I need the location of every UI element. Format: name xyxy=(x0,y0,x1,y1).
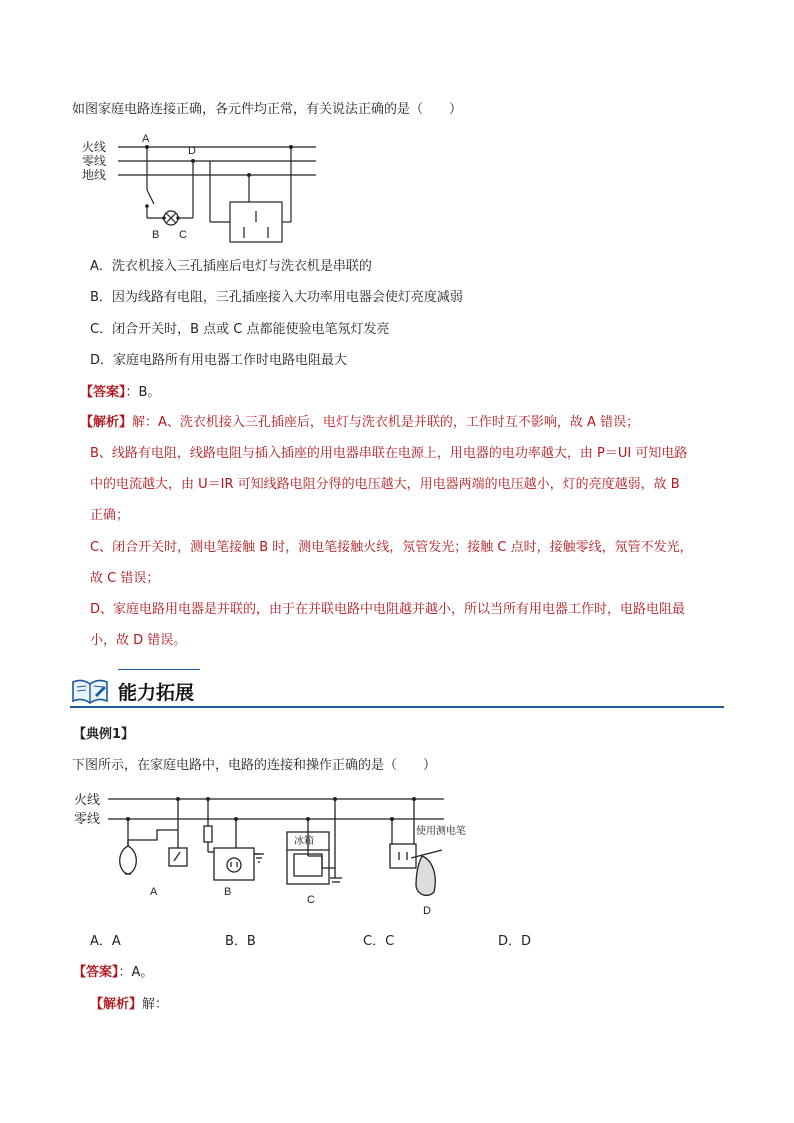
answer-value: ：B。 xyxy=(125,385,161,400)
option-a: A．洗衣机接入三孔插座后电灯与洗衣机是串联的 xyxy=(90,259,372,274)
example-analysis-label: 【解析】 xyxy=(90,997,143,1012)
point-label-d: D xyxy=(188,145,196,157)
answer-line xyxy=(80,383,160,403)
example-answer-value: ：A。 xyxy=(118,965,154,980)
option-point-d: D xyxy=(423,905,431,917)
wire-label-live: 火线 xyxy=(82,140,107,154)
fridge-label: 冰箱 xyxy=(294,836,314,847)
open-book-icon xyxy=(70,674,110,706)
option-point-b: B xyxy=(224,886,232,898)
question-stem: 如图家庭电路连接正确，各元件均正常，有关说法正确的是（ ） xyxy=(72,102,463,117)
analysis-line-4: 正确； xyxy=(90,508,130,523)
wire-label-ground: 地线 xyxy=(82,168,107,182)
point-label-c: C xyxy=(179,229,187,241)
point-label-a: A xyxy=(142,133,150,145)
wire-label-neutral: 零线 xyxy=(74,811,101,826)
option-d: D．家庭电路所有用电器工作时电路电阻最大 xyxy=(90,353,348,368)
option-b: B．因为线路有电阻，三孔插座接入大功率用电器会使灯亮度减弱 xyxy=(90,290,463,305)
analysis-text: 解：A、洗衣机接入三孔插座后，电灯与洗衣机是并联的，工作时互不影响，故 A 错误； xyxy=(132,415,640,430)
example-option-a: A．A xyxy=(90,934,121,949)
analysis-line-3: 中的电流越大，由 U＝IR 可知线路电阻分得的电压越大，用电器两端的电压越小，灯的亮度越弱，故 B xyxy=(90,477,680,492)
analysis-line-1 xyxy=(80,413,639,433)
example-answer-line xyxy=(73,963,153,983)
example-option-c: C．C xyxy=(363,934,395,949)
pen-label: 使用测电笔 xyxy=(416,826,466,837)
example-label: 【典例1】 xyxy=(73,727,135,742)
analysis-line-5: C、闭合开关时，测电笔接触 B 时，测电笔接触火线，氖管发光；接触 C 点时，接触零线，氖管不发光， xyxy=(90,540,693,555)
example-analysis-line xyxy=(90,995,168,1015)
household-wiring-options-diagram xyxy=(72,788,466,920)
option-point-c: C xyxy=(307,894,315,906)
wire-label-neutral: 零线 xyxy=(82,154,107,168)
analysis-label: 【解析】 xyxy=(80,415,133,430)
analysis-line-8: 小，故 D 错误。 xyxy=(90,633,187,648)
example-option-d: D．D xyxy=(498,934,532,949)
example-option-b: B．B xyxy=(225,934,256,949)
example-stem: 下图所示，在家庭电路中，电路的连接和操作正确的是（ ） xyxy=(72,758,437,773)
section-title: 能力拓展 xyxy=(118,682,195,704)
household-circuit-diagram xyxy=(80,132,330,247)
title-overline xyxy=(118,669,200,670)
analysis-line-7: D、家庭电路用电器是并联的，由于在并联电路中电阻越并越小，所以当所有用电器工作时，电路电阻最 xyxy=(90,602,686,617)
example-analysis-value: 解： xyxy=(142,997,169,1012)
example-answer-label: 【答案】 xyxy=(73,965,119,980)
option-point-a: A xyxy=(150,886,158,898)
answer-label: 【答案】 xyxy=(80,385,126,400)
wire-label-live: 火线 xyxy=(74,792,101,807)
section-underline xyxy=(70,706,724,708)
analysis-line-6: 故 C 错误； xyxy=(90,571,160,586)
option-c: C．闭合开关时，B 点或 C 点都能使验电笔氖灯发亮 xyxy=(90,322,390,337)
point-label-b: B xyxy=(152,229,160,241)
section-header xyxy=(70,668,724,708)
analysis-line-2: B、线路有电阻，线路电阻与插入插座的用电器串联在电源上，用电器的电功率越大，由 P＝UI 可知电路 xyxy=(90,446,688,461)
